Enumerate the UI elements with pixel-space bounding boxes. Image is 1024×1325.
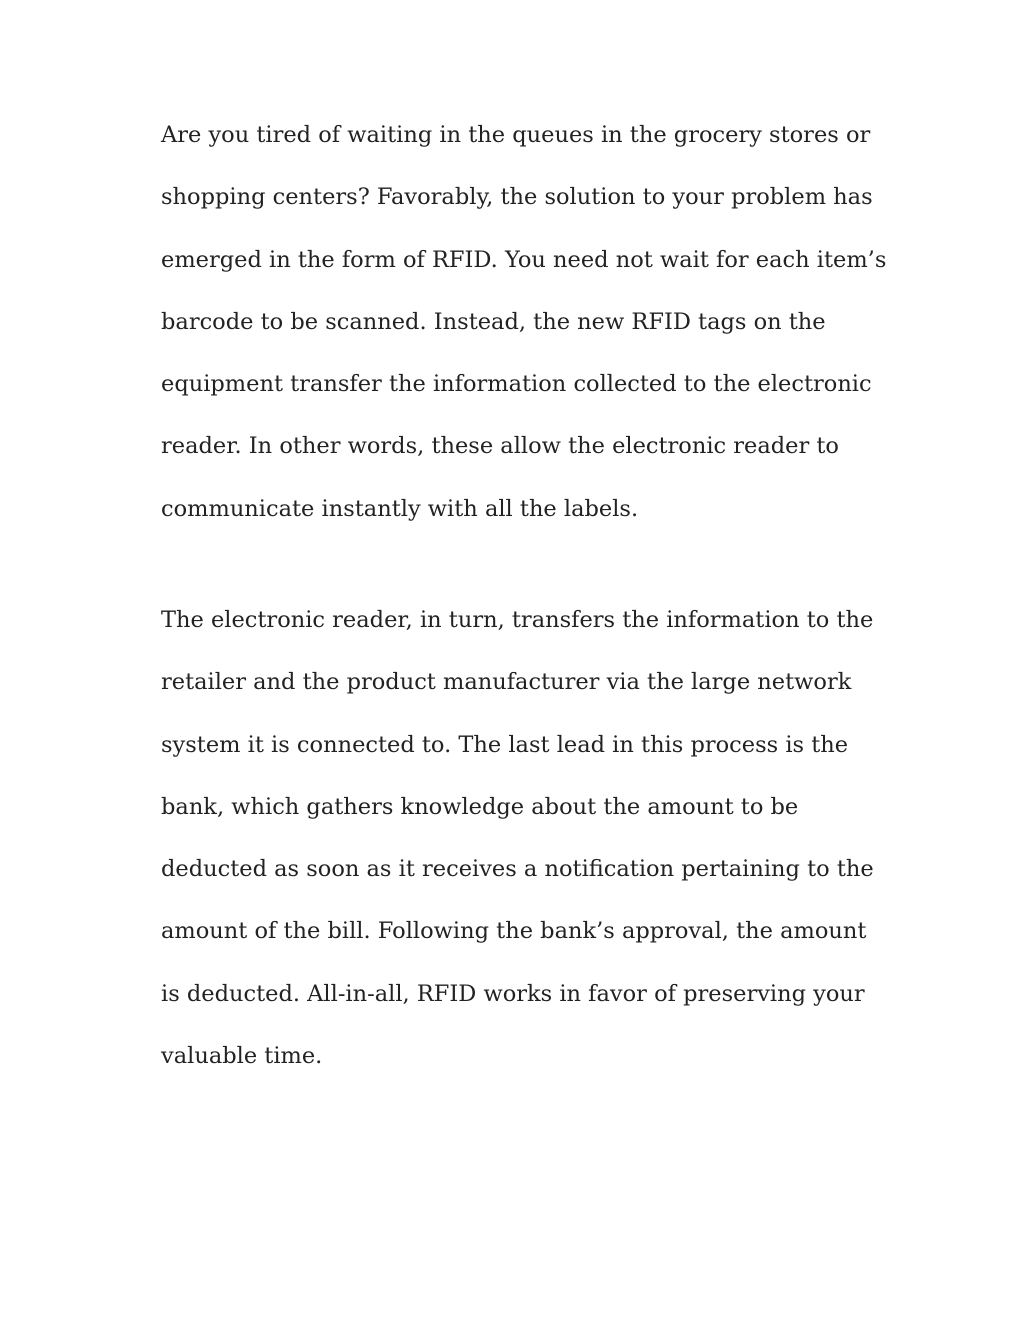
text-line: reader. In other words, these allow the electronic reader to (161, 433, 839, 460)
text-line: is deducted. All-in-all, RFID works in favor of preserving your (161, 980, 865, 1007)
text-line: bank, which gathers knowledge about the amount to be (161, 793, 799, 820)
paragraph-rfid-process (161, 609, 901, 1107)
text-line: barcode to be scanned. Instead, the new RFID tags on the (161, 308, 826, 335)
text-line: equipment transfer the information collected to the electronic (161, 371, 872, 397)
text-line: shopping centers? Favorably, the solution to your problem has (161, 184, 873, 211)
text-line: retailer and the product manufacturer via the large network (161, 669, 852, 696)
text-line: communicate instantly with all the labels. (161, 495, 639, 522)
text-line: emerged in the form of RFID. You need not wait for each item’s (161, 246, 887, 273)
text-line: The electronic reader, in turn, transfers the information to the (161, 607, 874, 633)
text-line: amount of the bill. Following the bank’s approval, the amount (161, 918, 867, 945)
text-line: system it is connected to. The last lead in this process is the (161, 731, 849, 758)
text-line: Are you tired of waiting in the queues in the grocery stores or (161, 122, 871, 148)
paragraph-rfid-intro (161, 124, 901, 560)
text-line: deducted as soon as it receives a notification pertaining to the (161, 856, 874, 882)
text-line: valuable time. (161, 1042, 323, 1069)
